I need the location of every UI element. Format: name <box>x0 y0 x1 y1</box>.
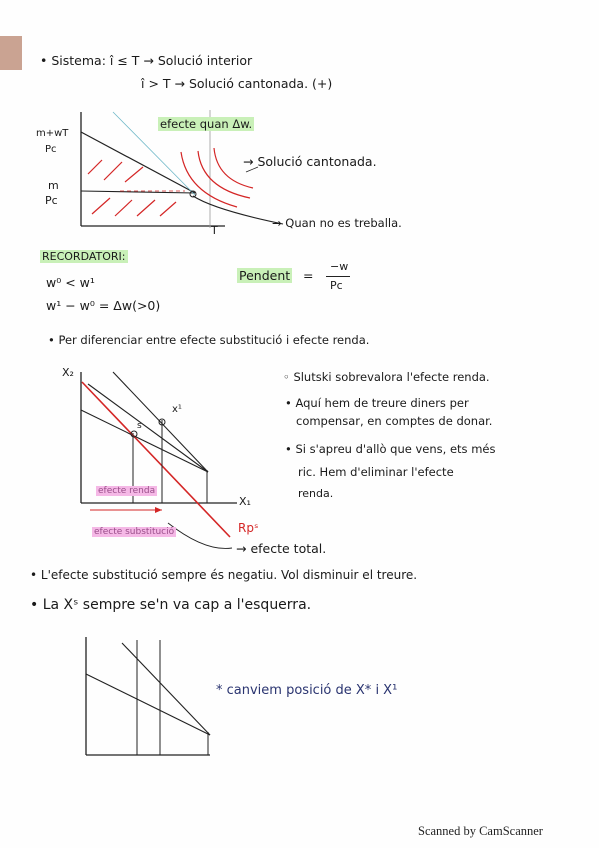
label-point-s: s <box>137 421 142 431</box>
axis-top-den: Pc <box>45 144 57 155</box>
graph2-red-budget-line <box>82 382 230 537</box>
graph1-budget-line <box>81 132 195 193</box>
axis-t-label: T <box>211 224 218 237</box>
bullet-apreu-1: • Si s'apreu d'allò que vens, ets més <box>285 442 496 456</box>
scan-footer: Scanned by CamScanner <box>418 824 543 838</box>
graph3-line-b <box>86 674 210 735</box>
note-efecte-negatiu: • L'efecte substitució sempre és negatiu. Vol disminuir el treure. <box>30 568 418 582</box>
axis-x1-label: X₁ <box>239 495 251 508</box>
axis-top-label: m+wT <box>36 128 69 139</box>
graph2-line-c <box>81 410 208 472</box>
note-xs-esquerra: • La Xˢ sempre se'n va cap a l'esquerra. <box>30 597 312 613</box>
label-efecte-substitucio: efecte substitució <box>94 527 175 537</box>
note-canviem: * canviem posició de X* i X¹ <box>216 683 398 698</box>
recordatori-title: RECORDATORI: <box>42 250 126 263</box>
graph1-red-curve-1 <box>181 152 237 207</box>
graph1-red-hatching <box>88 160 176 216</box>
label-point-x1: x¹ <box>172 404 182 415</box>
bullet-apreu-2: ric. Hem d'eliminar l'efecte <box>298 465 454 479</box>
label-quan-no: → Quan no es treballa. <box>272 216 402 230</box>
graph2-line-a <box>88 384 208 472</box>
pendent-den: Pc <box>330 279 343 292</box>
label-efecte-quan: efecte quan Δw. <box>160 117 253 131</box>
pendent-num: −w <box>330 260 349 273</box>
bullet-slutski: ◦ Slutski sobrevalora l'efecte renda. <box>283 370 490 384</box>
eq-w0-w1: w⁰ < w¹ <box>46 275 95 290</box>
eq-delta-w: w¹ − w⁰ = Δw(>0) <box>46 298 161 313</box>
label-solucio-cantonada: → Solució cantonada. <box>243 154 377 169</box>
bullet-apreu-3: renda. <box>298 487 334 500</box>
note-sistema: • Sistema: î ≤ T → Solució interior <box>40 53 253 68</box>
bullet-treure-2: compensar, en comptes de donar. <box>296 414 493 428</box>
graph3-line-a <box>122 643 210 735</box>
pendent-label: Pendent <box>239 268 291 283</box>
axis-mid-label: m <box>48 179 59 192</box>
note-sistema-line2: î > T → Solució cantonada. (+) <box>141 76 333 91</box>
axis-mid-den: Pc <box>45 194 58 207</box>
axis-x2-label: X₂ <box>62 366 74 379</box>
label-efecte-total: → efecte total. <box>236 541 327 556</box>
graph2-arrow-total <box>168 523 232 548</box>
scanned-page: • Sistema: î ≤ T → Solució interior î > T → Solució cantonada. (+) efecte quan Δw. m+wT Pc m Pc T → Solució cantonada. → Quan no es treballa. RECORDATORI: w⁰ < w¹ w¹ − w⁰ = Δw(>0) Pendent = −w Pc • Per diferenciar entre efecte substitució i efecte renda. X₂ X₁ Rpˢ s x¹ efecte renda efecte substitució → efecte total. ◦ Slutski sobrevalora l'efecte renda. • Aquí hem de treure diners per compensar, en comptes de donar. • Si s'apreu d'allò que vens, ets més ric. Hem d'eliminar l'efecte renda. • L'efecte substitució sempre és negatiu. Vol disminuir el treure. • La Xˢ sempre se'n va cap a l'esquerra. * canviem posició de X* i X¹ Scanned by CamScanner <box>0 0 599 848</box>
graph1-black-curve <box>193 196 283 224</box>
label-rps: Rpˢ <box>238 521 259 535</box>
note-diferenciar: • Per diferenciar entre efecte substitució i efecte renda. <box>48 333 370 347</box>
graph2-line-b <box>113 372 208 472</box>
label-efecte-renda: efecte renda <box>98 486 156 496</box>
bullet-treure-1: • Aquí hem de treure diners per <box>285 396 469 410</box>
